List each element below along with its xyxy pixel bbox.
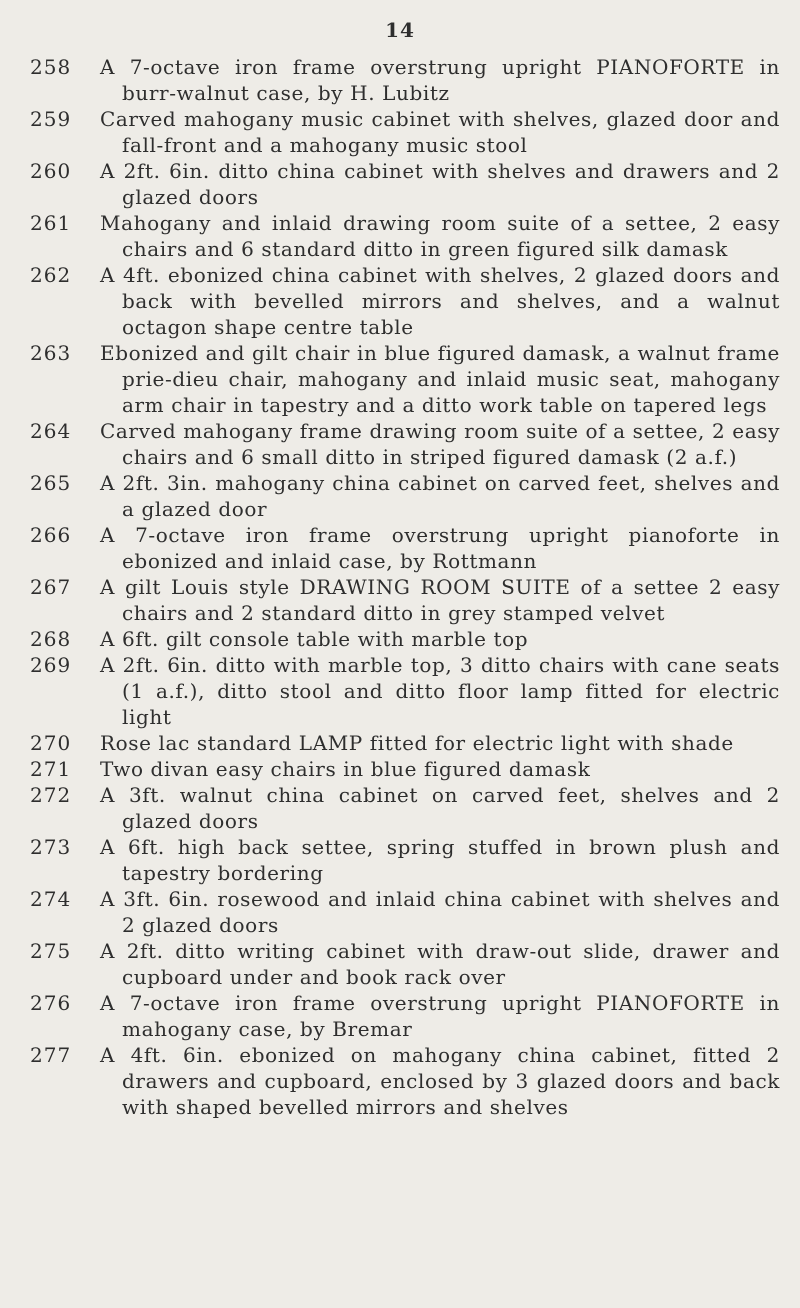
- lot-number: 277: [30, 1043, 72, 1067]
- lot-number: 259: [30, 107, 72, 131]
- lot-item: [30, 340, 780, 418]
- lot-number: 272: [30, 783, 72, 807]
- lot-list: [30, 54, 780, 1120]
- lot-description: A 3ft. 6in. rosewood and inlaid china cabinet with shelves and 2 glazed doors: [100, 887, 780, 937]
- lot-number: 274: [30, 887, 72, 911]
- lot-description: A 2ft. 3in. mahogany china cabinet on carved feet, shelves and a glazed door: [100, 471, 780, 521]
- lot-item: [30, 106, 780, 158]
- lot-description: Carved mahogany frame drawing room suite of a settee, 2 easy chairs and 6 small ditto in striped figured damask (2 a.f.): [100, 419, 780, 469]
- lot-number: 271: [30, 757, 72, 781]
- lot-item: [30, 210, 780, 262]
- lot-description: Carved mahogany music cabinet with shelves, glazed door and fall-front and a mahogany music stool: [100, 107, 780, 157]
- lot-item: [30, 418, 780, 470]
- lot-item: [30, 626, 780, 652]
- lot-item: [30, 938, 780, 990]
- lot-description: Two divan easy chairs in blue figured damask: [100, 757, 591, 781]
- lot-item: [30, 262, 780, 340]
- lot-number: 263: [30, 341, 72, 365]
- lot-description: A 3ft. walnut china cabinet on carved feet, shelves and 2 glazed doors: [100, 783, 780, 833]
- lot-number: 264: [30, 419, 72, 443]
- lot-item: [30, 54, 780, 106]
- lot-item: [30, 470, 780, 522]
- lot-item: [30, 652, 780, 730]
- lot-item: [30, 158, 780, 210]
- lot-item: [30, 756, 780, 782]
- lot-number: 269: [30, 653, 72, 677]
- lot-description: A 7-octave iron frame overstrung upright pianoforte in ebonized and inlaid case, by Rottmann: [100, 523, 780, 573]
- lot-item: [30, 574, 780, 626]
- lot-number: 273: [30, 835, 72, 859]
- lot-description: A 6ft. gilt console table with marble top: [100, 627, 529, 651]
- lot-number: 275: [30, 939, 72, 963]
- lot-number: 261: [30, 211, 72, 235]
- lot-description: Mahogany and inlaid drawing room suite of a settee, 2 easy chairs and 6 standard ditto in green figured silk damask: [100, 211, 780, 261]
- lot-number: 265: [30, 471, 72, 495]
- lot-description: A 2ft. 6in. ditto with marble top, 3 ditto chairs with cane seats (1 a.f.), ditto stool and ditto floor lamp fitted for electric light: [100, 653, 780, 729]
- lot-description: A 4ft. 6in. ebonized on mahogany china cabinet, fitted 2 drawers and cupboard, enclosed by 3 glazed doors and back with shaped bevelled mirrors and shelves: [100, 1043, 780, 1119]
- lot-description: A 7-octave iron frame overstrung upright PIANOFORTE in burr-walnut case, by H. Lubitz: [100, 55, 780, 105]
- lot-description: Rose lac standard LAMP fitted for electric light with shade: [100, 731, 734, 755]
- lot-item: [30, 886, 780, 938]
- lot-number: 266: [30, 523, 72, 547]
- lot-description: A 4ft. ebonized china cabinet with shelves, 2 glazed doors and back with bevelled mirrors and shelves, and a walnut octagon shape centre table: [100, 263, 780, 339]
- lot-item: [30, 522, 780, 574]
- lot-item: [30, 1042, 780, 1120]
- lot-description: A 2ft. 6in. ditto china cabinet with shelves and drawers and 2 glazed doors: [100, 159, 780, 209]
- lot-item: [30, 834, 780, 886]
- lot-number: 268: [30, 627, 72, 651]
- lot-description: Ebonized and gilt chair in blue figured damask, a walnut frame prie-dieu chair, mahogany and inlaid music seat, mahogany arm chair in tapestry and a ditto work table on tapered legs: [100, 341, 780, 417]
- lot-item: [30, 730, 780, 756]
- page-number: 14: [385, 18, 415, 42]
- lot-item: [30, 990, 780, 1042]
- lot-number: 258: [30, 55, 72, 79]
- lot-number: 270: [30, 731, 72, 755]
- lot-description: A gilt Louis style DRAWING ROOM SUITE of a settee 2 easy chairs and 2 standard ditto in grey stamped velvet: [100, 575, 780, 625]
- lot-number: 262: [30, 263, 72, 287]
- lot-item: [30, 782, 780, 834]
- lot-number: 267: [30, 575, 72, 599]
- lot-number: 260: [30, 159, 72, 183]
- lot-number: 276: [30, 991, 72, 1015]
- lot-description: A 2ft. ditto writing cabinet with draw-out slide, drawer and cupboard under and book rack over: [100, 939, 780, 989]
- lot-description: A 6ft. high back settee, spring stuffed in brown plush and tapestry bordering: [100, 835, 780, 885]
- lot-description: A 7-octave iron frame overstrung upright PIANOFORTE in mahogany case, by Bremar: [100, 991, 780, 1041]
